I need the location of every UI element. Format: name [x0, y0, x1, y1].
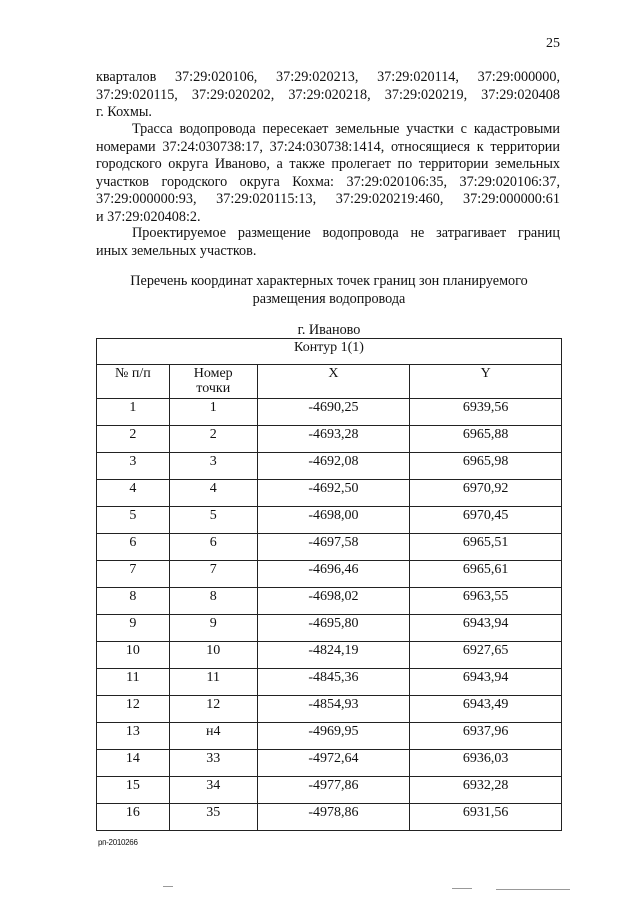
cell-index: 5 [97, 507, 170, 534]
table-row [97, 561, 562, 588]
table-row [97, 453, 562, 480]
table-title-line: размещения водопровода [252, 291, 406, 307]
cell-y: 6939,56 [410, 399, 562, 426]
cell-index: 9 [97, 615, 170, 642]
cell-index: 16 [97, 804, 170, 831]
cell-x: -4693,28 [257, 426, 410, 453]
cell-x: -4824,19 [257, 642, 410, 669]
cell-y: 6963,55 [410, 588, 562, 615]
text-line: Трасса водопровода пересекает земельные участки с кадастровыми [132, 121, 560, 137]
cell-point-number: 6 [169, 534, 257, 561]
text-line: Проектируемое размещение водопровода не затрагивает границ [132, 225, 560, 241]
cell-index: 6 [97, 534, 170, 561]
cell-point-number: 2 [169, 426, 257, 453]
cell-point-number: 8 [169, 588, 257, 615]
cell-point-number: 4 [169, 480, 257, 507]
table-row [97, 696, 562, 723]
cell-y: 6927,65 [410, 642, 562, 669]
cell-index: 14 [97, 750, 170, 777]
header-row [97, 365, 562, 399]
cell-x: -4696,46 [257, 561, 410, 588]
cell-point-number: н4 [169, 723, 257, 750]
cell-point-number: 35 [169, 804, 257, 831]
cell-y: 6931,56 [410, 804, 562, 831]
paragraph-boundaries [96, 225, 560, 260]
cell-index: 15 [97, 777, 170, 804]
table-row [97, 615, 562, 642]
text-line: 37:29:020115, 37:29:020202, 37:29:020218, 37:29:020219, 37:29:020408 [96, 86, 560, 103]
cell-point-number: 10 [169, 642, 257, 669]
cell-point-number: 11 [169, 669, 257, 696]
cell-x: -4692,50 [257, 480, 410, 507]
cell-y: 6932,28 [410, 777, 562, 804]
cell-x: -4690,25 [257, 399, 410, 426]
cell-x: -4698,02 [257, 588, 410, 615]
text-line: номерами 37:24:030738:17, 37:24:030738:1414, относящиеся к территории [96, 138, 560, 155]
column-header-index: № п/п [97, 365, 170, 399]
cell-y: 6936,03 [410, 750, 562, 777]
scan-artifact [163, 886, 173, 887]
page-number: 25 [546, 36, 560, 51]
contour-label: Контур 1(1) [97, 339, 562, 365]
table-row [97, 750, 562, 777]
column-header-y: Y [410, 365, 562, 399]
table-row [97, 507, 562, 534]
table-row [97, 669, 562, 696]
table-row [97, 399, 562, 426]
cell-x: -4969,95 [257, 723, 410, 750]
cell-point-number: 5 [169, 507, 257, 534]
document-code: рп-2010266 [98, 838, 138, 847]
cell-x: -4854,93 [257, 696, 410, 723]
cell-x: -4698,00 [257, 507, 410, 534]
cell-index: 12 [97, 696, 170, 723]
table-row [97, 804, 562, 831]
cell-x: -4692,08 [257, 453, 410, 480]
cell-x: -4845,36 [257, 669, 410, 696]
cell-y: 6937,96 [410, 723, 562, 750]
cell-index: 7 [97, 561, 170, 588]
table-title-line: Перечень координат характерных точек границ зон планируемого [130, 273, 528, 289]
cell-index: 1 [97, 399, 170, 426]
table-row [97, 588, 562, 615]
cell-x: -4695,80 [257, 615, 410, 642]
cell-y: 6943,94 [410, 615, 562, 642]
text-line: и 37:29:020408:2. [96, 208, 201, 225]
cell-point-number: 33 [169, 750, 257, 777]
cell-y: 6965,98 [410, 453, 562, 480]
cell-index: 10 [97, 642, 170, 669]
scan-artifact [496, 889, 570, 890]
cell-x: -4977,86 [257, 777, 410, 804]
cell-y: 6965,61 [410, 561, 562, 588]
cell-y: 6970,45 [410, 507, 562, 534]
cell-index: 11 [97, 669, 170, 696]
cell-x: -4697,58 [257, 534, 410, 561]
cell-point-number: 9 [169, 615, 257, 642]
cell-point-number: 3 [169, 453, 257, 480]
cell-index: 8 [97, 588, 170, 615]
text-line: городского округа Иваново, а также пролегает по территории земельных [96, 156, 560, 173]
cell-y: 6943,94 [410, 669, 562, 696]
text-line: г. Кохмы. [96, 104, 152, 121]
table-body [97, 399, 562, 831]
table-row [97, 723, 562, 750]
paragraph-quarters [96, 69, 560, 122]
cell-y: 6970,92 [410, 480, 562, 507]
text-line: 37:29:000000:93, 37:29:020115:13, 37:29:020219:460, 37:29:000000:61 [96, 191, 560, 208]
cell-x: -4978,86 [257, 804, 410, 831]
text-line: кварталов 37:29:020106, 37:29:020213, 37:29:020114, 37:29:000000, [96, 69, 560, 85]
cell-index: 2 [97, 426, 170, 453]
cell-x: -4972,64 [257, 750, 410, 777]
table-row [97, 642, 562, 669]
cell-y: 6965,88 [410, 426, 562, 453]
text-line: участков городского округа Кохма: 37:29:020106:35, 37:29:020106:37, [96, 173, 560, 190]
contour-row [97, 339, 562, 365]
table-row [97, 426, 562, 453]
cell-y: 6943,49 [410, 696, 562, 723]
cell-point-number: 1 [169, 399, 257, 426]
scan-artifact [452, 888, 472, 889]
column-header-x: X [257, 365, 410, 399]
cell-index: 4 [97, 480, 170, 507]
table-row [97, 534, 562, 561]
column-header-point-number: Номер точки [169, 365, 257, 399]
table-title [96, 272, 562, 308]
paragraph-route [96, 121, 560, 227]
cell-index: 13 [97, 723, 170, 750]
cell-point-number: 34 [169, 777, 257, 804]
cell-point-number: 7 [169, 561, 257, 588]
cell-point-number: 12 [169, 696, 257, 723]
text-line: иных земельных участков. [96, 242, 257, 259]
table-row [97, 777, 562, 804]
table-row [97, 480, 562, 507]
coordinates-table [96, 338, 562, 831]
cell-index: 3 [97, 453, 170, 480]
cell-y: 6965,51 [410, 534, 562, 561]
city-label: г. Иваново [297, 322, 361, 338]
